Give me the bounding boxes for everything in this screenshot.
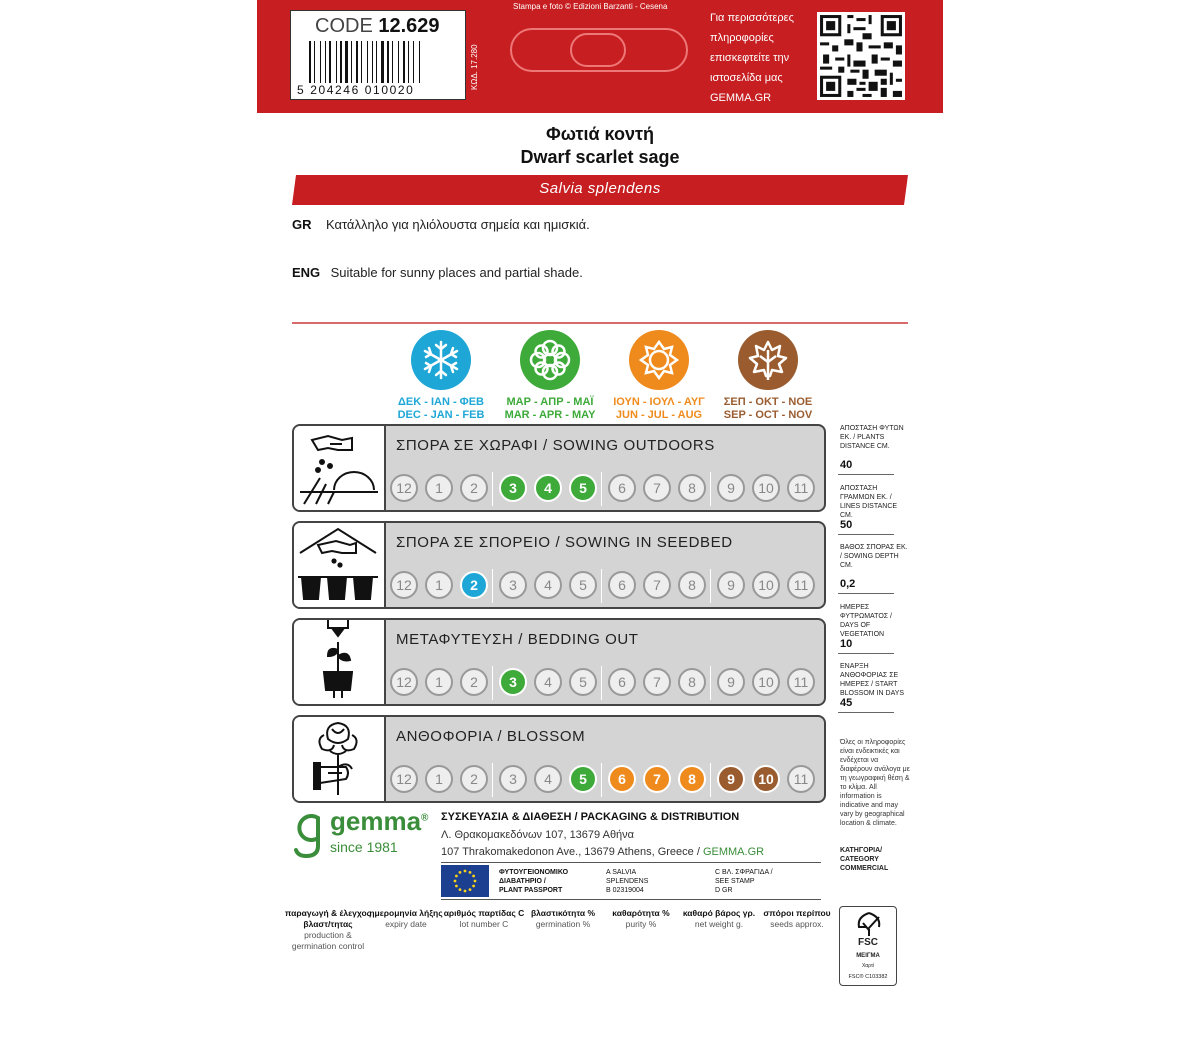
footer-lot: αριθμός παρτίδας C lot number C bbox=[443, 908, 525, 929]
month-dot-6: 6 bbox=[608, 571, 636, 599]
row-sowing-outdoors bbox=[292, 424, 826, 512]
season-divider bbox=[492, 666, 493, 700]
barcode-number: 5 204246 010020 bbox=[297, 83, 415, 97]
barcode-bar bbox=[314, 41, 315, 83]
month-dot-8: 8 bbox=[678, 474, 706, 502]
plant-passport bbox=[441, 862, 821, 900]
spec-divider bbox=[838, 593, 894, 594]
barcode-bar bbox=[329, 41, 331, 83]
barcode-bar bbox=[353, 41, 355, 83]
barcode-bar bbox=[421, 41, 422, 83]
spec-value: 0,2 bbox=[840, 578, 856, 590]
month-dot-5: 5 bbox=[569, 571, 597, 599]
month-dot-4: 4 bbox=[534, 668, 562, 696]
packaging-title: ΣΥΣΚΕΥΑΣΙΑ & ΔΙΑΘΕΣΗ / PACKAGING & DISTRIBUTION bbox=[441, 811, 740, 823]
footer-purity: καθαρότητα % purity % bbox=[612, 908, 670, 929]
fsc-paper: Χαρτί bbox=[861, 963, 875, 969]
barcode-bar bbox=[349, 41, 350, 83]
row-title: ΑΝΘΟΦΟΡΙΑ / BLOSSOM bbox=[396, 728, 586, 745]
spec-value: 10 bbox=[840, 638, 853, 650]
season-divider bbox=[710, 666, 711, 700]
barcode-bar bbox=[336, 41, 337, 83]
month-dot-2: 2 bbox=[460, 668, 488, 696]
fsc-badge bbox=[839, 906, 897, 986]
tree-check-icon bbox=[853, 911, 885, 937]
month-dot-2: 2 bbox=[460, 571, 488, 599]
barcode-bar bbox=[340, 41, 342, 83]
barcode-bar bbox=[316, 41, 319, 83]
barcode-bar bbox=[367, 41, 368, 83]
barcode-bar bbox=[403, 41, 405, 83]
flower-hand-icon bbox=[294, 717, 386, 801]
barcode-bar bbox=[345, 41, 348, 83]
season-divider bbox=[601, 472, 602, 506]
title-english: Dwarf scarlet sage bbox=[520, 147, 680, 167]
footer-expiry: ημερομηνία λήξης expiry date bbox=[369, 908, 443, 929]
season-spring-label: ΜΑΡ - ΑΠΡ - ΜΑΪ MAR - APR - MAY bbox=[504, 396, 596, 421]
month-dot-2: 2 bbox=[460, 474, 488, 502]
month-dot-7: 7 bbox=[643, 765, 671, 793]
spec-label: ΑΠΟΣΤΑΣΗ ΓΡΑΜΜΩΝ ΕΚ. / LINES DISTANCE CM. bbox=[840, 485, 898, 519]
product-code: CODE 12.629 bbox=[315, 15, 440, 37]
barcode-bar bbox=[312, 41, 313, 83]
barcode-bar bbox=[361, 41, 362, 83]
barcode-icon bbox=[309, 41, 459, 83]
month-dot-8: 8 bbox=[678, 668, 706, 696]
season-divider bbox=[601, 569, 602, 603]
month-dot-12: 12 bbox=[390, 571, 418, 599]
month-dot-8: 8 bbox=[678, 765, 706, 793]
description-en: ENG Suitable for sunny places and partial shade. bbox=[292, 265, 583, 280]
month-dot-12: 12 bbox=[390, 668, 418, 696]
row-title: ΣΠΟΡΑ ΣΕ ΣΠΟΡΕΙΟ / SOWING IN SEEDBED bbox=[396, 534, 733, 551]
spec-divider bbox=[838, 712, 894, 713]
season-divider bbox=[710, 569, 711, 603]
barcode-bar bbox=[394, 41, 397, 83]
barcode-bar bbox=[392, 41, 393, 83]
spec-value: 45 bbox=[840, 697, 853, 709]
spec-label: ΗΜΕΡΕΣ ΦΥΤΡΩΜΑΤΟΣ / DAYS OF VEGETATION bbox=[840, 604, 892, 638]
snowflake-icon bbox=[411, 330, 471, 390]
barcode-bar bbox=[372, 41, 373, 83]
barcode-bar bbox=[374, 41, 375, 83]
barcode-bar bbox=[376, 41, 377, 83]
fsc-code: FSC® C103382 bbox=[848, 974, 888, 980]
month-dot-9: 9 bbox=[717, 765, 745, 793]
address-greek: Λ. Θρακομακεδόνων 107, 13679 Αθήνα bbox=[441, 829, 635, 841]
season-divider bbox=[710, 472, 711, 506]
month-dot-10: 10 bbox=[752, 474, 780, 502]
season-divider bbox=[492, 569, 493, 603]
barcode-bar bbox=[381, 41, 384, 83]
month-dot-4: 4 bbox=[534, 571, 562, 599]
month-dot-9: 9 bbox=[717, 571, 745, 599]
barcode-bar bbox=[343, 41, 344, 83]
hang-hole-inner bbox=[570, 33, 626, 67]
sun-icon bbox=[629, 330, 689, 390]
month-dot-11: 11 bbox=[787, 765, 815, 793]
month-dot-11: 11 bbox=[787, 474, 815, 502]
barcode-bar bbox=[351, 41, 352, 83]
month-dot-5: 5 bbox=[569, 668, 597, 696]
month-dot-10: 10 bbox=[752, 668, 780, 696]
description-gr: GR Κατάλληλο για ηλιόλουστα σημεία και ημισκιά. bbox=[292, 217, 590, 232]
spec-value: 40 bbox=[840, 459, 853, 471]
spec-label: ΒΑΘΟΣ ΣΠΟΡΑΣ ΕΚ. / SOWING DEPTH CM. bbox=[840, 544, 908, 569]
website-link[interactable]: GEMMA.GR bbox=[702, 846, 765, 858]
month-dot-3: 3 bbox=[499, 668, 527, 696]
spec-value: 50 bbox=[840, 519, 853, 531]
row-title: ΜΕΤΑΦΥΤΕΥΣΗ / BEDDING OUT bbox=[396, 631, 639, 648]
footer-weight: καθαρό βάρος γρ. net weight g. bbox=[682, 908, 756, 929]
month-dot-3: 3 bbox=[499, 571, 527, 599]
barcode-bar bbox=[406, 41, 407, 83]
barcode-bar bbox=[410, 41, 412, 83]
month-dot-1: 1 bbox=[425, 474, 453, 502]
latin-name: Salvia splendens bbox=[539, 180, 661, 197]
month-dot-11: 11 bbox=[787, 668, 815, 696]
barcode-bar bbox=[398, 41, 399, 83]
footer-germination: βλαστικότητα % germination % bbox=[530, 908, 596, 929]
barcode-bar bbox=[390, 41, 391, 83]
fsc-mix: ΜΕΙΓΜΑ bbox=[856, 953, 880, 959]
spec-label: ΕΝΑΡΞΗ ΑΝΘΟΦΟΡΙΑΣ ΣΕ ΗΜΕΡΕΣ / START BLOSSOM IN DAYS bbox=[840, 663, 905, 697]
month-dot-7: 7 bbox=[643, 474, 671, 502]
season-divider bbox=[492, 763, 493, 797]
month-dot-7: 7 bbox=[643, 668, 671, 696]
season-autumn-label: ΣΕΠ - ΟΚΤ - ΝΟΕ SEP - OCT - NOV bbox=[723, 396, 813, 421]
footer-production: παραγωγή & έλεγχος βλαστ/τητας production & germination control bbox=[284, 908, 372, 951]
spec-divider bbox=[838, 474, 894, 475]
brand-since: since 1981 bbox=[330, 839, 398, 855]
leaf-icon bbox=[738, 330, 798, 390]
month-dot-2: 2 bbox=[460, 765, 488, 793]
month-dot-6: 6 bbox=[608, 474, 636, 502]
divider bbox=[292, 322, 908, 324]
month-dot-12: 12 bbox=[390, 765, 418, 793]
row-bedding-out bbox=[292, 618, 826, 706]
fsc-logo: FSC bbox=[858, 937, 878, 948]
month-dot-1: 1 bbox=[425, 668, 453, 696]
brand-name: gemma® bbox=[330, 806, 429, 836]
address-english: 107 Thrakomakedonon Ave., 13679 Athens, Greece / GEMMA.GR bbox=[441, 846, 765, 858]
month-dot-9: 9 bbox=[717, 668, 745, 696]
barcode-bar bbox=[322, 41, 324, 83]
barcode-bar bbox=[400, 41, 402, 83]
month-dot-6: 6 bbox=[608, 765, 636, 793]
barcode-bar bbox=[408, 41, 409, 83]
passport-ab: A SALVIA SPLENDENS B 02319004 bbox=[606, 869, 649, 894]
barcode-bar bbox=[378, 41, 380, 83]
season-summer-label: ΙΟΥΝ - ΙΟΥΛ - ΑΥΓ JUN - JUL - AUG bbox=[613, 396, 705, 421]
passport-cd: C ΒΛ. ΣΦΡΑΓΙΔΑ / SEE STAMP D GR bbox=[715, 869, 773, 894]
barcode-box bbox=[290, 10, 466, 100]
month-dot-3: 3 bbox=[499, 474, 527, 502]
title-greek: Φωτιά κοντή bbox=[545, 124, 655, 144]
seedbed-icon bbox=[294, 523, 386, 607]
month-dot-3: 3 bbox=[499, 765, 527, 793]
season-divider bbox=[601, 763, 602, 797]
spec-label: ΑΠΟΣΤΑΣΗ ΦΥΤΩΝ ΕΚ. / PLANTS DISTANCE CM. bbox=[840, 425, 904, 450]
month-dot-4: 4 bbox=[534, 474, 562, 502]
month-dot-12: 12 bbox=[390, 474, 418, 502]
barcode-bar bbox=[387, 41, 389, 83]
month-dot-7: 7 bbox=[643, 571, 671, 599]
month-dot-8: 8 bbox=[678, 571, 706, 599]
barcode-bar bbox=[332, 41, 335, 83]
month-dot-10: 10 bbox=[752, 571, 780, 599]
photo-credit: Stampa e foto © Edizioni Barzanti - Cesena bbox=[513, 2, 668, 11]
season-divider bbox=[710, 763, 711, 797]
barcode-bar bbox=[359, 41, 360, 83]
footer-seeds: σπόροι περίπου seeds approx. bbox=[763, 908, 831, 929]
barcode-bar bbox=[338, 41, 339, 83]
barcode-bar bbox=[385, 41, 386, 83]
month-dot-11: 11 bbox=[787, 571, 815, 599]
month-dot-10: 10 bbox=[752, 765, 780, 793]
eu-flag-icon bbox=[441, 865, 489, 897]
kod-number: ΚΩΔ. 17.280 bbox=[470, 44, 479, 90]
spec-divider bbox=[838, 534, 894, 535]
barcode-bar bbox=[369, 41, 371, 83]
barcode-bar bbox=[320, 41, 321, 83]
more-info-text: Για περισσότερες πληροφορίες επισκεφτείτε την ιστοσελίδα μας GEMMA.GR bbox=[710, 12, 794, 104]
month-dot-9: 9 bbox=[717, 474, 745, 502]
passport-label: ΦΥΤΟΥΓΕΙΟΝΟΜΙΚΟ ΔΙΑΒΑΤΗΡΙΟ / PLANT PASSPORT bbox=[499, 869, 569, 894]
season-divider bbox=[601, 666, 602, 700]
barcode-bar bbox=[419, 41, 420, 83]
barcode-bar bbox=[363, 41, 366, 83]
barcode-bar bbox=[356, 41, 358, 83]
month-dot-1: 1 bbox=[425, 571, 453, 599]
season-divider bbox=[492, 472, 493, 506]
category: ΚΑΤΗΓΟΡΙΑ/ CATEGORY COMMERCIAL bbox=[840, 847, 889, 872]
month-dot-5: 5 bbox=[569, 765, 597, 793]
row-title: ΣΠΟΡΑ ΣΕ ΧΩΡΑΦΙ / SOWING OUTDOORS bbox=[396, 437, 715, 454]
season-winter-label: ΔΕΚ - ΙΑΝ - ΦΕΒ DEC - JAN - FEB bbox=[397, 396, 485, 421]
barcode-bar bbox=[415, 41, 418, 83]
disclaimer-note: Όλες οι πληροφορίες είναι ενδεικτικές και ενδέχεται να διαφέρουν ανάλογα με τη γεωγραφική θέση & το κλίμα. All information is indicative and may vary by geographical location & climate. bbox=[840, 739, 910, 827]
barcode-bar bbox=[309, 41, 311, 83]
barcode-bar bbox=[325, 41, 326, 83]
row-blossom bbox=[292, 715, 826, 803]
barcode-bar bbox=[327, 41, 328, 83]
month-dot-6: 6 bbox=[608, 668, 636, 696]
sowing-outdoors-icon bbox=[294, 426, 386, 510]
month-dot-1: 1 bbox=[425, 765, 453, 793]
month-dot-4: 4 bbox=[534, 765, 562, 793]
flower-icon bbox=[520, 330, 580, 390]
barcode-bar bbox=[413, 41, 414, 83]
month-dot-5: 5 bbox=[569, 474, 597, 502]
spec-divider bbox=[838, 653, 894, 654]
row-sowing-seedbed bbox=[292, 521, 826, 609]
qr-code-icon[interactable] bbox=[817, 12, 905, 100]
gemma-logo-icon bbox=[292, 812, 322, 860]
seedling-pot-icon bbox=[294, 620, 386, 704]
